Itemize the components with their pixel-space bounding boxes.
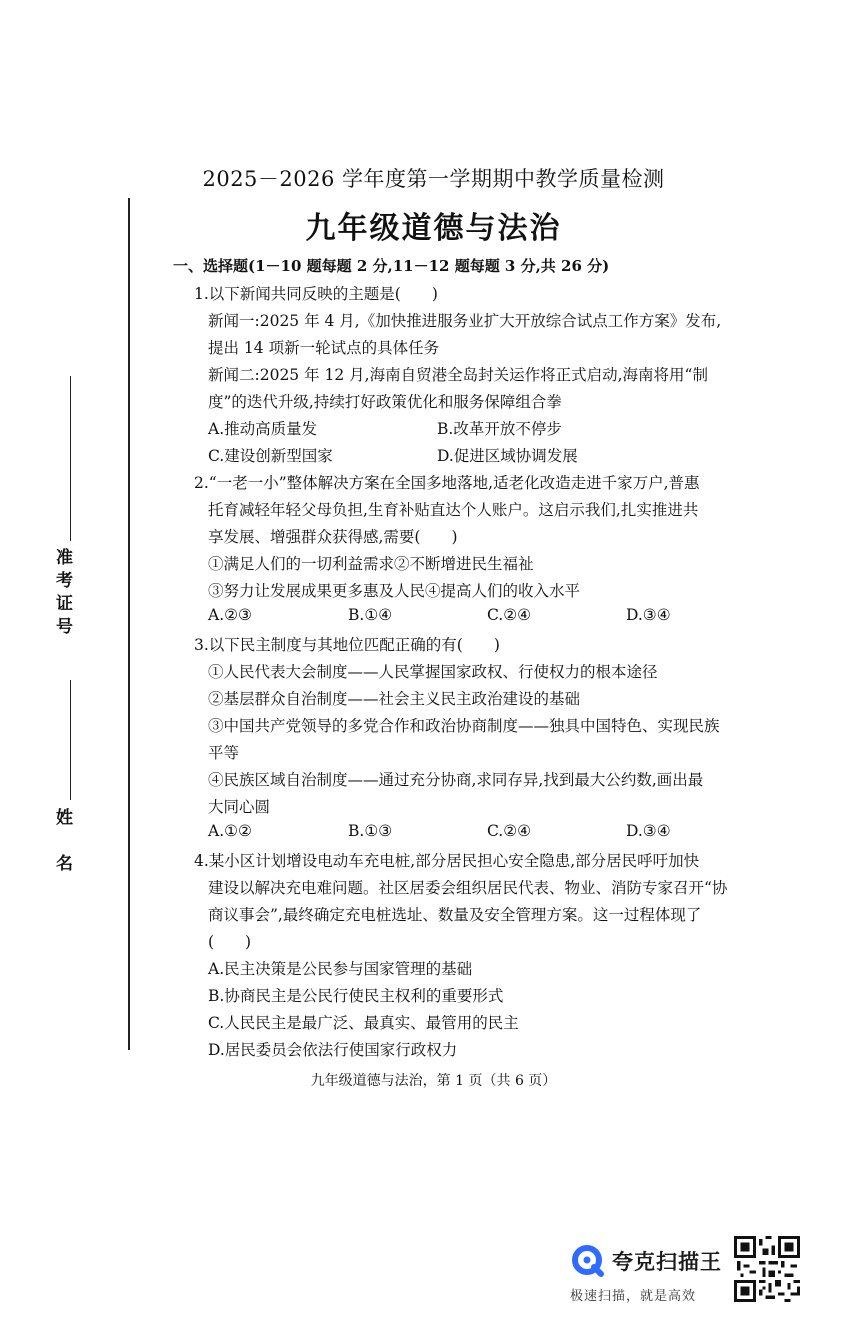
quark-logo-icon	[570, 1243, 604, 1277]
question-4-option-d: D.居民委员会依法行使国家行政权力	[208, 1041, 458, 1059]
question-4-option-c: C.人民民主是最广泛、最真实、最管用的民主	[208, 1014, 519, 1032]
question-1-line: 新闻二:2025 年 12 月,海南自贸港全岛封关运作将正式启动,海南将用“制	[208, 366, 708, 384]
question-4-line: 建设以解决充电难问题。社区居委会组织居民代表、物业、消防专家召开“协	[208, 879, 728, 897]
question-3-stem: 3.以下民主制度与其地位匹配正确的有( )	[194, 636, 500, 654]
brand-name: 夸克扫描王	[612, 1250, 722, 1274]
question-2-line: ①满足人们的一切利益需求②不断增进民生福祉	[208, 555, 534, 573]
question-3-line: ①人民代表大会制度——人民掌握国家政权、行使权力的根本途径	[208, 663, 658, 681]
question-1-option-c: C.建设创新型国家	[208, 447, 333, 465]
question-3-option-b: B.①③	[348, 822, 393, 840]
question-1-option-b: B.改革开放不停步	[437, 420, 562, 438]
question-2-option-d: D.③④	[626, 606, 671, 624]
question-2-option-c: C.②④	[487, 606, 532, 624]
question-2-option-a: A.②③	[208, 606, 252, 624]
question-3-line: ④民族区域自治制度——通过充分协商,求同存异,找到最大公约数,画出最	[208, 771, 704, 789]
question-1-option-d: D.促进区域协调发展	[437, 447, 578, 465]
question-1-option-a: A.推动高质量发	[208, 420, 318, 438]
question-2-line: 享发展、增强群众获得感,需要( )	[208, 528, 458, 546]
question-4-line: 商议事会”,最终确定充电桩选址、数量及安全管理方案。这一过程体现了	[208, 906, 702, 924]
question-3-option-c: C.②④	[487, 822, 532, 840]
question-4-option-a: A.民主决策是公民参与国家管理的基础	[208, 960, 473, 978]
question-2-stem: 2.“一老一小”整体解决方案在全国多地落地,适老化改造走进千家万户,普惠	[194, 474, 700, 492]
exam-id-blank	[70, 376, 71, 541]
question-4-stem: 4.某小区计划增设电动车充电桩,部分居民担心安全隐患,部分居民呼吁加快	[194, 852, 700, 870]
name-blank	[70, 680, 71, 800]
question-4-line: ( )	[208, 933, 252, 951]
binding-line	[128, 198, 130, 1050]
question-1-line: 度”的迭代升级,持续打好政策优化和服务保障组合拳	[208, 393, 562, 411]
name-label: 姓 名	[52, 808, 72, 877]
question-1-line: 提出 14 项新一轮试点的具体任务	[208, 339, 440, 357]
question-4-option-b: B.协商民主是公民行使民主权利的重要形式	[208, 987, 504, 1005]
question-2-line: ③努力让发展成果更多惠及人民④提高人们的收入水平	[208, 582, 581, 600]
question-3-line: ③中国共产党领导的多党合作和政治协商制度——独具中国特色、实现民族	[208, 717, 720, 735]
question-1-line: 新闻一:2025 年 4 月,《加快推进服务业扩大开放综合试点工作方案》发布,	[208, 312, 722, 330]
question-2-line: 托育减轻年轻父母负担,生育补贴直达个人账户。这启示我们,扎实推进共	[208, 501, 699, 519]
subject-title: 九年级道德与法治	[305, 211, 562, 246]
question-2-option-b: B.①④	[348, 606, 393, 624]
section-heading: 一、选择题(1－10 题每题 2 分,11－12 题每题 3 分,共 26 分)	[173, 257, 610, 275]
question-3-option-a: A.①②	[208, 822, 252, 840]
question-1-stem: 1.以下新闻共同反映的主题是( )	[194, 285, 438, 303]
question-3-line: ②基层群众自治制度——社会主义民主政治建设的基础	[208, 690, 581, 708]
qr-code-icon	[734, 1236, 800, 1302]
brand-tagline: 极速扫描，就是高效	[570, 1289, 697, 1304]
exam-id-label: 准考证号	[52, 548, 72, 640]
exam-title: 2025－2026 学年度第一学期期中教学质量检测	[202, 167, 665, 191]
question-3-option-d: D.③④	[626, 822, 671, 840]
question-3-line: 大同心圆	[208, 798, 271, 816]
page-footer: 九年级道德与法治，第 1 页（共 6 页）	[310, 1073, 557, 1089]
question-3-line: 平等	[208, 744, 240, 762]
